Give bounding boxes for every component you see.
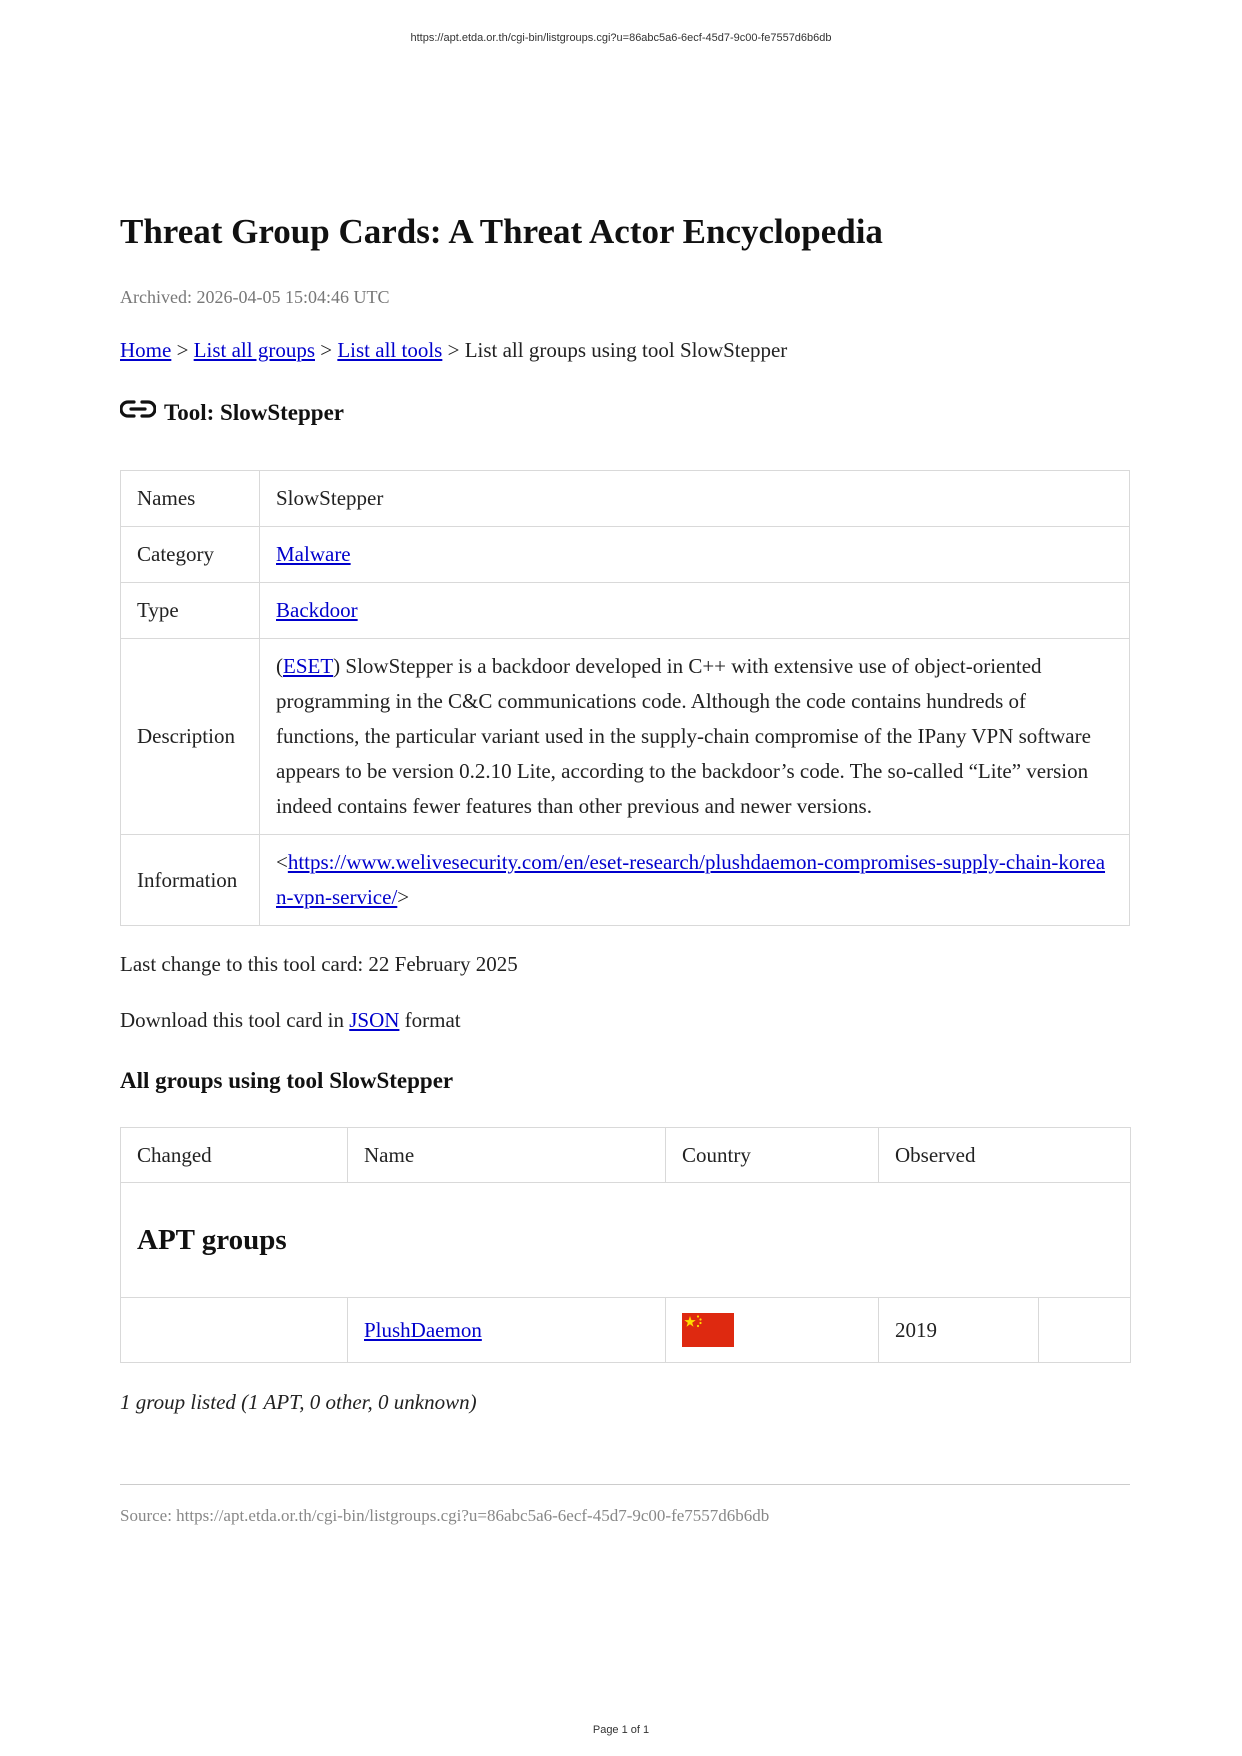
description-open-paren: (: [276, 654, 283, 678]
group-country-cell: [666, 1298, 879, 1363]
description-source-link[interactable]: ESET: [283, 654, 334, 678]
names-value: SlowStepper: [260, 471, 1130, 527]
type-value-cell: [260, 583, 1130, 639]
breadcrumb-separator: >: [171, 338, 194, 362]
breadcrumb-home-link[interactable]: Home: [120, 338, 172, 362]
source-url: Source: https://apt.etda.or.th/cgi-bin/listgroups.cgi?u=86abc5a6-6ecf-45d7-9c00-fe7557d6b6db: [120, 1506, 770, 1525]
tool-heading-text: Tool: SlowStepper: [164, 400, 344, 425]
breadcrumb: [120, 338, 787, 363]
group-observed-cell: 2019: [879, 1298, 1039, 1363]
download-suffix: format: [399, 1008, 461, 1032]
tool-row-category: [121, 527, 1130, 583]
group-name-link[interactable]: PlushDaemon: [364, 1317, 482, 1342]
column-header-country: Country: [666, 1128, 879, 1183]
tool-row-names: [121, 471, 1130, 527]
breadcrumb-list-tools-link[interactable]: List all tools: [337, 338, 443, 362]
information-gt: >: [397, 885, 410, 909]
category-label: Category: [121, 527, 260, 583]
tool-details-table: [120, 470, 1130, 926]
type-label: Type: [121, 583, 260, 639]
description-text: ) SlowStepper is a backdoor developed in C++ with extensive use of object-oriented programming in the C&C communications code. Although the code contains hundreds of functions, the particular variant used in the supply-chain compromise of the IPany VPN software appears to be version 0.2.10 Lite, according to the backdoor’s code. The so-called “Lite” version indeed contains fewer features than other previous and newer versions.: [276, 654, 1091, 818]
groups-header-row: [121, 1128, 1131, 1183]
type-link[interactable]: Backdoor: [276, 598, 358, 622]
breadcrumb-list-groups-link[interactable]: List all groups: [193, 338, 315, 362]
description-value: [260, 639, 1130, 835]
print-header-url: https://apt.etda.or.th/cgi-bin/listgroups.cgi?u=86abc5a6-6ecf-45d7-9c00-fe7557d6b6db: [410, 32, 832, 44]
table-row: [121, 1298, 1131, 1363]
tool-row-information: [121, 835, 1130, 926]
section-title-apt-groups: APT groups: [121, 1183, 1131, 1298]
breadcrumb-separator: >: [442, 338, 465, 362]
groups-summary: 1 group listed (1 APT, 0 other, 0 unknown): [120, 1390, 477, 1414]
description-label: Description: [121, 639, 260, 835]
page-title: Threat Group Cards: A Threat Actor Encyclopedia: [120, 212, 883, 251]
print-footer-page-number: Page 1 of 1: [592, 1724, 650, 1736]
json-download-link[interactable]: JSON: [349, 1008, 400, 1032]
tool-heading: [120, 400, 344, 426]
category-link[interactable]: Malware: [276, 542, 351, 566]
archived-timestamp: Archived: 2026-04-05 15:04:46 UTC: [120, 287, 390, 307]
group-name-cell: [348, 1298, 666, 1363]
group-changed-cell: [121, 1298, 348, 1363]
section-row-apt: [121, 1183, 1131, 1298]
information-lt: <: [276, 850, 288, 874]
divider: [120, 1484, 1130, 1485]
groups-table: [120, 1127, 1131, 1363]
names-label: Names: [121, 471, 260, 527]
download-line: [120, 1008, 461, 1033]
category-value-cell: [260, 527, 1130, 583]
information-url-link[interactable]: https://www.welivesecurity.com/en/eset-research/plushdaemon-compromises-supply-chain-korean-vpn-service/: [276, 850, 1106, 909]
breadcrumb-current: List all groups using tool SlowStepper: [464, 338, 788, 362]
link-icon: [120, 396, 156, 422]
groups-heading: All groups using tool SlowStepper: [120, 1068, 454, 1093]
information-value: [260, 835, 1130, 926]
column-header-name: Name: [348, 1128, 666, 1183]
breadcrumb-separator: >: [315, 338, 338, 362]
download-prefix: Download this tool card in: [120, 1008, 350, 1032]
china-flag-icon: [682, 1313, 734, 1347]
column-header-changed: Changed: [121, 1128, 348, 1183]
column-header-observed: Observed: [879, 1128, 1131, 1183]
tool-row-description: [121, 639, 1130, 835]
group-extra-cell: [1039, 1298, 1131, 1363]
information-label: Information: [121, 835, 260, 926]
tool-row-type: [121, 583, 1130, 639]
last-change-text: Last change to this tool card: 22 February 2025: [120, 952, 518, 976]
